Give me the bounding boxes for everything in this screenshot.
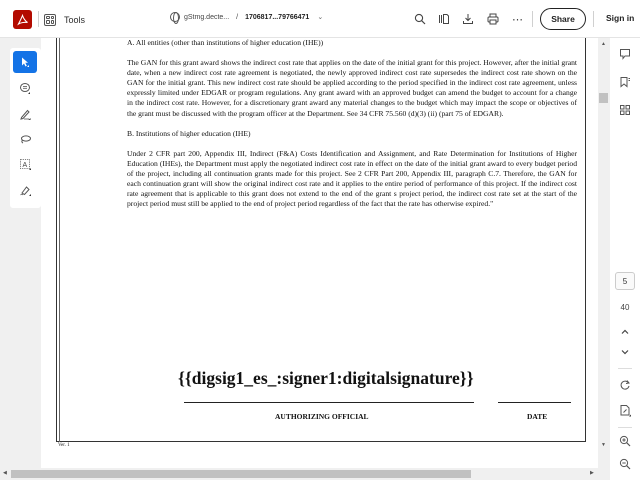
bookmarks-icon[interactable] — [617, 74, 633, 90]
signature-line — [184, 402, 474, 403]
print-icon[interactable] — [485, 11, 501, 27]
divider — [38, 11, 39, 27]
sign-in-link[interactable]: Sign in — [606, 13, 635, 23]
authorizing-official-label: AUTHORIZING OFFICIAL — [275, 412, 369, 421]
scroll-up-arrow-icon[interactable]: ▲ — [601, 41, 606, 47]
section-a-body: The GAN for this grant award shows the indirect cost rate that applies on the date of the initial grant for this project. However, after the initial grant date, when a new indirect cost rate agreement is negotiated, the newly approved indirect cost rate supersedes the indirect cost rate shown on the GAN for the initial grant. This new indirect cost rate should be applied according to the period specified in the indirect cost rate agreement, unless expressly limited under EDGAR or program regulations. Any grant award with an approved budget can amend the budget to account for a change in the indirect cost rate. However, for a discretionary grant award any material changes to the budget which may impact the scope or objectives of the grant must be discussed with the program officer at the Department. See 34 CFR 75.560 (d)(3) (ii) (part 75 of EDGAR). — [127, 58, 577, 118]
section-b-heading: B. Institutions of higher education (IHE) — [127, 128, 251, 138]
scroll-left-arrow-icon[interactable]: ◀ — [3, 470, 7, 476]
comments-panel-icon[interactable] — [617, 46, 633, 62]
acrobat-logo-icon[interactable] — [13, 10, 32, 29]
doc-name: 1706817...79766471 — [245, 13, 310, 21]
doc-host: gStmg.decte... — [184, 13, 230, 21]
vertical-scrollbar[interactable] — [598, 38, 610, 468]
share-button[interactable]: Share — [540, 8, 586, 30]
section-a-heading: A. All entities (other than institutions of higher education (IHE)) — [127, 38, 324, 47]
version-label: Ver. 1 — [58, 443, 70, 448]
date-label: DATE — [527, 412, 548, 421]
section-b-body: Under 2 CFR part 200, Appendix III, Indirect (F&A) Costs Identification and Assignment, and Rate Determination for Institutions of Higher Education (IHEs), the Department must apply the negotiated indirect cost rate in effect on the date of the initial grant award to every budget period of the project, including all continuation grants made for this project. See 2 CFR Part 200, Appendix III, paragraph C.7. Therefore, the GAN for each continuation grant will show the original indirect cost rate and it applies to the entire period of performance of this project. If the indirect cost rate agreement that is applicable to this grant does not extend to the end of the grant s project period, the indirect cost rate set at the start of the project period must still be applied to the end of project period regardless of the fact that the rate has otherwise expired." — [127, 148, 577, 209]
comment-icon — [19, 82, 32, 95]
sign-tool-button[interactable] — [13, 179, 37, 201]
page-down-icon[interactable] — [617, 344, 633, 360]
date-line — [498, 402, 571, 403]
zoom-out-icon[interactable] — [617, 456, 633, 472]
document-viewer[interactable] — [41, 38, 598, 468]
draw-tool-button[interactable] — [13, 128, 37, 150]
comment-tool-button[interactable] — [13, 77, 37, 99]
export-page-icon[interactable] — [617, 402, 633, 418]
globe-icon — [170, 12, 180, 22]
page-thumbnails-icon[interactable] — [436, 11, 452, 27]
divider — [618, 368, 632, 369]
divider — [593, 11, 594, 27]
tools-button[interactable] — [44, 10, 85, 29]
text-box-icon — [19, 158, 32, 171]
top-toolbar — [0, 0, 640, 38]
chevron-down-icon[interactable]: ⌄ — [317, 14, 324, 21]
right-panel — [610, 38, 640, 480]
rotate-icon[interactable] — [617, 377, 633, 393]
horizontal-scrollbar[interactable] — [0, 468, 610, 480]
tools-grid-icon — [44, 14, 56, 26]
lasso-icon — [19, 133, 32, 146]
left-tool-panel — [10, 48, 41, 208]
cursor-icon — [19, 56, 31, 68]
document-path[interactable] — [170, 12, 323, 22]
svg-text:A: A — [22, 161, 27, 169]
tools-label: Tools — [64, 14, 86, 25]
select-tool-button[interactable] — [13, 51, 37, 73]
scroll-down-arrow-icon[interactable]: ▼ — [601, 442, 606, 448]
sign-pen-icon — [19, 184, 32, 197]
thumbnails-grid-icon[interactable] — [617, 102, 633, 118]
signature-placeholder[interactable]: {{digsig1_es_:signer1:digitalsignature}} — [178, 368, 474, 388]
search-icon[interactable] — [412, 11, 428, 27]
zoom-in-icon[interactable] — [617, 433, 633, 449]
vertical-scroll-thumb[interactable] — [599, 93, 608, 103]
total-pages: 40 — [620, 303, 630, 312]
page-up-icon[interactable] — [617, 324, 633, 340]
horizontal-scroll-thumb[interactable] — [11, 470, 471, 478]
current-page-input[interactable]: 5 — [615, 272, 635, 290]
text-tool-button[interactable] — [13, 153, 37, 175]
divider — [532, 11, 533, 27]
divider — [618, 427, 632, 428]
scroll-right-arrow-icon[interactable]: ▶ — [590, 470, 594, 476]
download-icon[interactable] — [460, 11, 476, 27]
path-separator: / — [236, 13, 239, 21]
highlight-tool-button[interactable] — [13, 103, 37, 125]
pen-icon — [19, 108, 32, 121]
more-icon[interactable]: ⋯ — [512, 13, 524, 26]
document-content — [127, 38, 577, 219]
